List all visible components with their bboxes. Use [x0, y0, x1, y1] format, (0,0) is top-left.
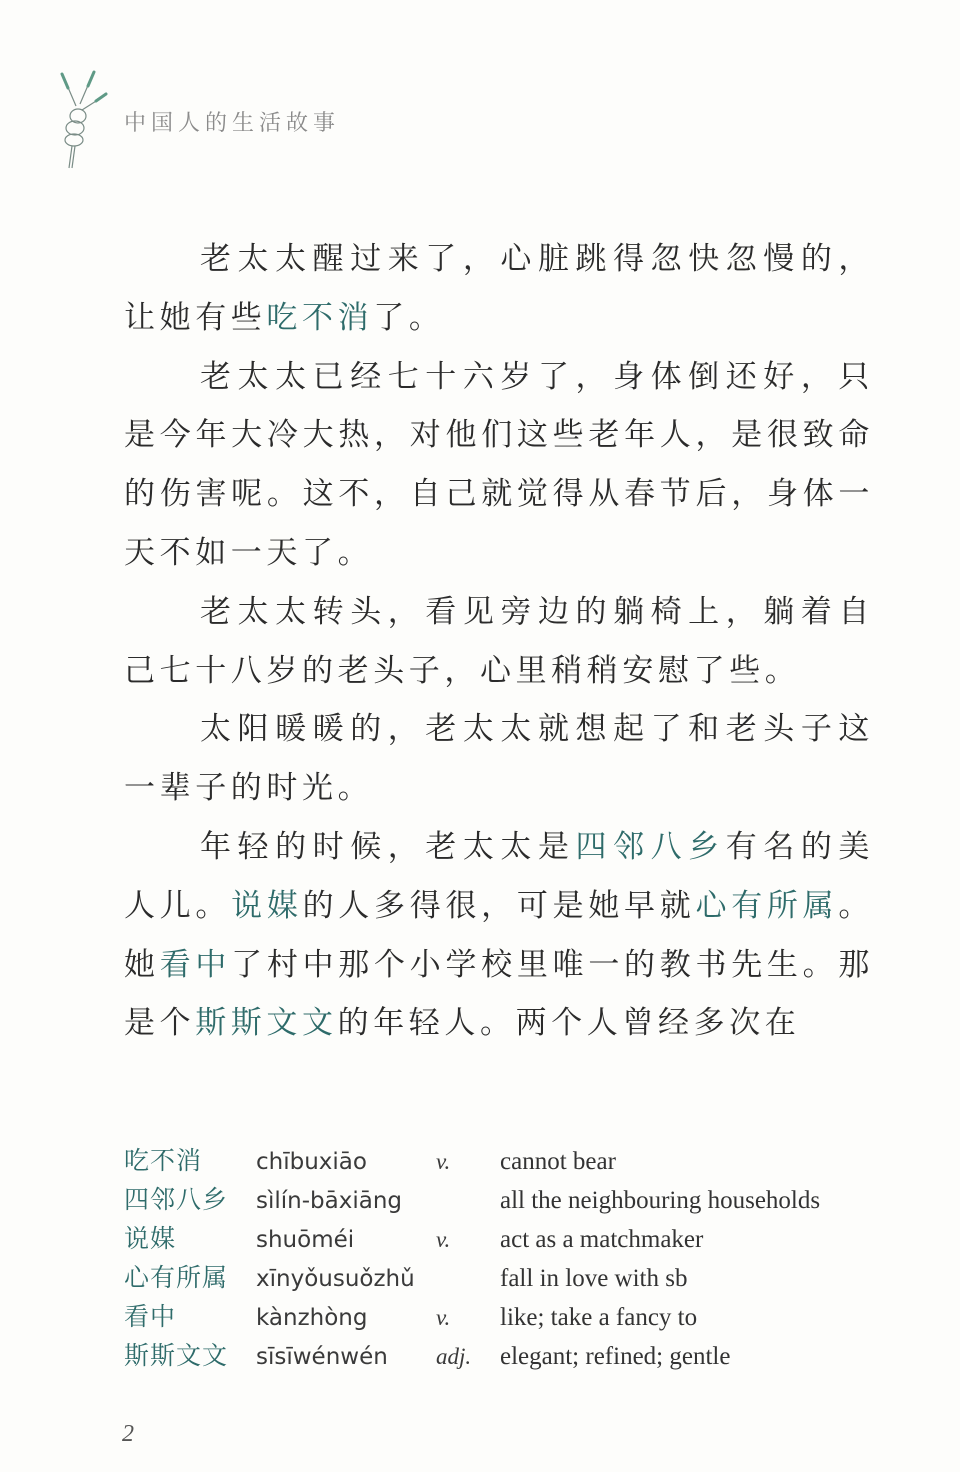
glossary-word: 四邻八乡	[124, 1185, 229, 1214]
glossary-definition: elegant; refined; gentle	[500, 1343, 731, 1370]
story-body	[124, 230, 874, 1053]
glossary-definition: like; take a fancy to	[500, 1304, 698, 1331]
page-number: 2	[122, 1421, 134, 1447]
glossary-row	[124, 1180, 884, 1219]
text-segment: 老太太已经七十六岁了，身体倒还好，只是今年大冷大热，对他们这些老年人，是很致命的伤害呢。这不，自己就觉得从春节后，身体一天不如一天了。	[124, 358, 874, 571]
paragraph	[124, 583, 874, 701]
text-segment: 的人多得很，可是她早就	[302, 887, 696, 924]
highlighted-vocab: 吃不消	[266, 299, 374, 336]
paragraph	[124, 348, 874, 583]
glossary-pinyin: chībuxiāo	[256, 1149, 367, 1175]
highlighted-vocab: 说媒	[231, 887, 303, 924]
paragraph	[124, 818, 874, 1053]
glossary-pinyin: kànzhòng	[256, 1305, 368, 1331]
paragraph	[124, 700, 874, 818]
glossary-row	[124, 1258, 884, 1297]
paragraph	[124, 230, 874, 348]
glossary-word: 看中	[124, 1302, 177, 1331]
text-segment: 老太太醒过来了，心脏跳得忽快忽慢的，让她有些	[124, 241, 874, 336]
glossary-pinyin: shuōméi	[256, 1227, 355, 1253]
glossary-definition: cannot bear	[500, 1148, 616, 1175]
glossary-part-of-speech: v.	[436, 1305, 451, 1330]
text-segment: 老太太转头，看见旁边的躺椅上，躺着自己七十八岁的老头子，心里稍稍安慰了些。	[124, 593, 874, 689]
glossary-definition: fall in love with sb	[500, 1265, 688, 1292]
glossary-word: 斯斯文文	[124, 1341, 229, 1370]
glossary-definition: act as a matchmaker	[500, 1226, 704, 1253]
running-header	[58, 70, 341, 170]
highlighted-vocab: 四邻八乡	[575, 828, 726, 865]
text-segment: 年轻的时候，老太太是	[200, 828, 576, 865]
text-segment: 了村中那个小学校里唯一的教书先生。那是个	[124, 946, 874, 1042]
glossary-word: 说媒	[124, 1224, 177, 1253]
text-segment: 了。	[373, 299, 445, 336]
glossary-pinyin: sìlín-bāxiāng	[256, 1188, 402, 1214]
glossary-part-of-speech: v.	[436, 1149, 451, 1174]
glossary-pinyin: xīnyǒusuǒzhǔ	[256, 1266, 415, 1292]
highlighted-vocab: 心有所属	[695, 887, 839, 924]
text-segment: 有名的美人儿。	[124, 828, 875, 924]
glossary-definition: all the neighbouring households	[500, 1187, 821, 1214]
glossary-part-of-speech: v.	[436, 1227, 451, 1252]
glossary-row	[124, 1141, 884, 1180]
text-segment: 的年轻人。两个人曾经多次在	[337, 1005, 801, 1042]
glossary-pinyin: sīsīwénwén	[256, 1344, 388, 1370]
text-segment: 。她	[124, 887, 874, 983]
series-title: 中国人的生活故事	[124, 111, 341, 136]
wheat-sprig-icon	[58, 70, 118, 170]
text-segment: 太阳暖暖的，老太太就想起了和老头子这一辈子的时光。	[124, 711, 874, 807]
glossary-word: 吃不消	[124, 1146, 203, 1175]
highlighted-vocab: 斯斯文文	[195, 1005, 338, 1042]
vocabulary-glossary	[124, 1141, 884, 1375]
glossary-word: 心有所属	[124, 1263, 229, 1292]
glossary-part-of-speech: adj.	[436, 1344, 472, 1369]
glossary-row	[124, 1336, 884, 1375]
highlighted-vocab: 看中	[159, 946, 232, 983]
glossary-row	[124, 1219, 884, 1258]
glossary-row	[124, 1297, 884, 1336]
